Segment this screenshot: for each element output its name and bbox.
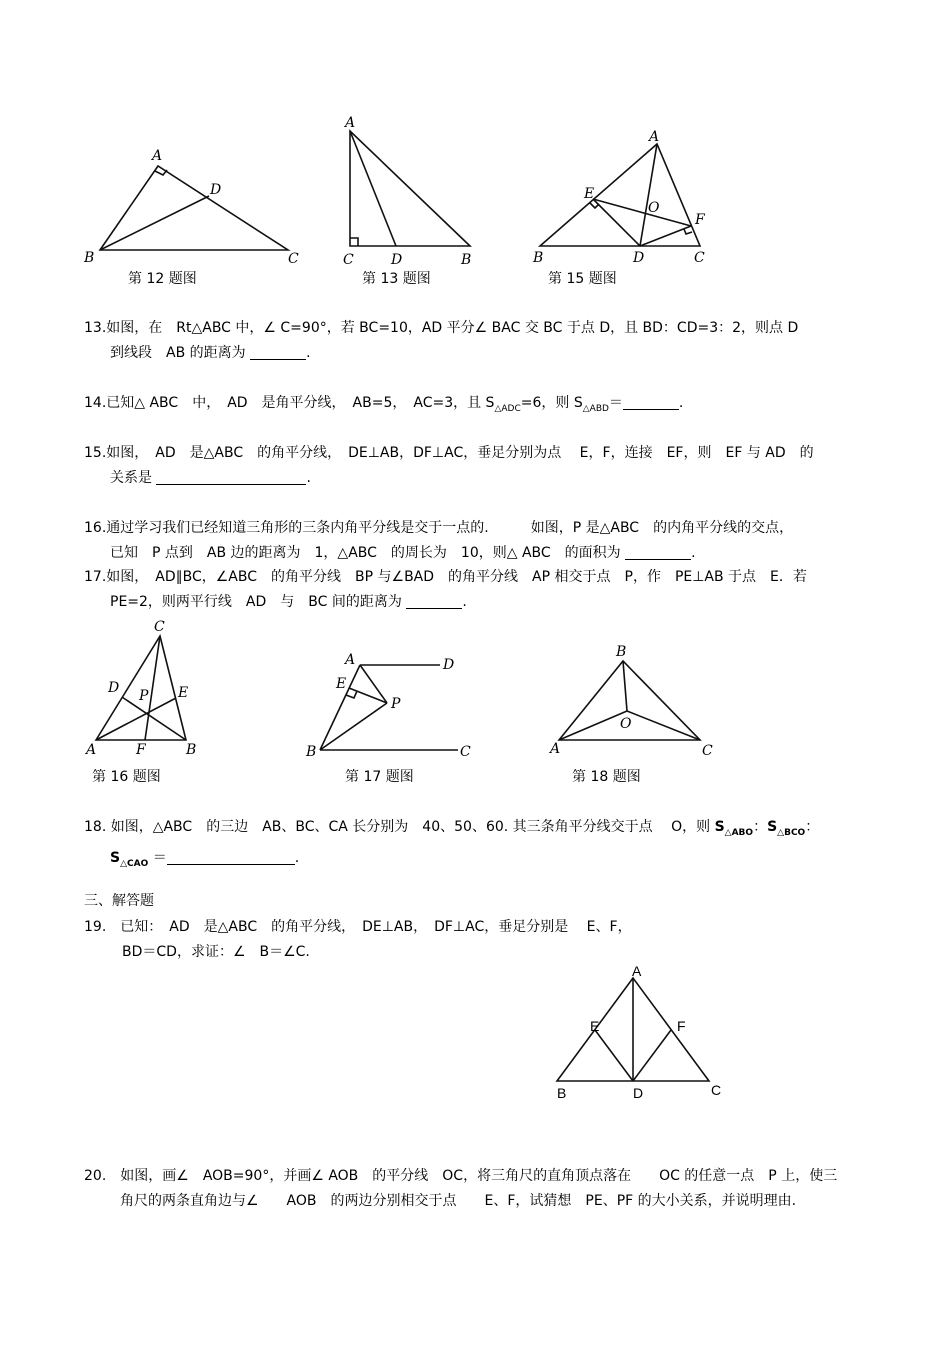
- fig19-label-b: B: [557, 1085, 567, 1101]
- q17-answer-blank[interactable]: [406, 594, 462, 609]
- fig19-label-a: A: [632, 963, 642, 979]
- fig17-label-c: C: [460, 744, 471, 760]
- fig13-triangle-abc: [350, 131, 470, 246]
- fig12-segment-bd: [100, 196, 209, 250]
- q13-answer-blank[interactable]: [250, 345, 306, 360]
- q16-line2: 已知 P 点到 AB 边的距离为 1，△ABC 的周长为 10，则△ ABC 的面积为 .: [110, 545, 696, 561]
- q14-answer-blank[interactable]: [623, 395, 679, 410]
- fig17-segment-bp: [320, 703, 387, 750]
- figure-16: [84, 619, 196, 758]
- figure-19: [557, 963, 721, 1101]
- fig17-caption: 第 17 题图: [345, 769, 414, 785]
- fig19-segment-df: [633, 1030, 671, 1081]
- q19-line2: BD＝CD，求证：∠ B＝∠C.: [122, 944, 310, 960]
- q16-line1: 16.通过学习我们已经知道三角形的三条内角平分线是交于一点的. 如图，P 是△ABC 的内角平分线的交点，: [84, 520, 794, 536]
- fig12-label-b: B: [84, 250, 95, 266]
- figure-18: [548, 644, 713, 759]
- fig16-label-f: F: [136, 742, 146, 758]
- q19-line1: 19. 已知： AD 是△ABC 的角平分线， DE⊥AB， DF⊥AC，垂足分别是 E、F，: [84, 919, 632, 935]
- fig13-caption: 第 13 题图: [362, 271, 431, 287]
- fig18-label-b: B: [616, 644, 627, 660]
- fig18-label-a: A: [550, 741, 561, 757]
- fig13-right-angle-mark: [350, 238, 358, 246]
- fig18-segment-bo: [623, 661, 627, 711]
- fig16-caption: 第 16 题图: [92, 769, 161, 785]
- q15-line1: 15.如图， AD 是△ABC 的角平分线， DE⊥AB，DF⊥AC，垂足分别为点 E，F，连接 EF，则 EF 与 AD 的: [84, 445, 814, 461]
- section-heading: 三、解答题: [84, 893, 154, 909]
- fig18-segment-co: [627, 711, 700, 740]
- fig15-label-e: E: [584, 186, 595, 202]
- q18-line2: $S_{\triangle CAO}$ ＝ .: [110, 849, 300, 869]
- q17-line2: PE=2，则两平行线 AD 与 BC 间的距离为 .: [110, 594, 467, 610]
- fig12-label-c: C: [288, 251, 299, 267]
- question-18: 18. 如图，△ABC 的三边 AB、BC、CA 长分别为 40、50、60. 其三条角平分线交于点 O，则 $S_{\triangle ABO}$：$S_{\triangle BCO}$： $S_{\triangle CAO}$ ＝ .: [84, 815, 819, 877]
- fig15-triangle-abc: [540, 144, 700, 246]
- question-17: [84, 565, 807, 615]
- fig18-caption: 第 18 题图: [572, 769, 641, 785]
- figure-13: [343, 115, 471, 268]
- fig19-label-d: D: [633, 1085, 644, 1101]
- fig15-segment-df: [640, 226, 691, 246]
- q20-line1: 20. 如图，画∠ AOB=90°，并画∠ AOB 的平分线 OC，将三角尺的直角顶点落在 OC 的任意一点 P 上，使三: [84, 1168, 838, 1184]
- fig16-label-d: D: [108, 680, 120, 696]
- fig19-label-c: C: [711, 1082, 722, 1098]
- fig19-segment-de: [595, 1030, 633, 1081]
- fig19-label-e: E: [590, 1018, 600, 1034]
- fig15-caption: 第 15 题图: [548, 271, 617, 287]
- fig18-label-o: O: [620, 716, 632, 732]
- fig15-segment-ad: [640, 144, 657, 246]
- fig13-segment-ad: [350, 131, 396, 246]
- fig17-label-p: P: [391, 696, 401, 712]
- fig17-label-b: B: [306, 744, 317, 760]
- fig16-label-c: C: [154, 619, 165, 635]
- fig13-label-c: C: [343, 252, 354, 268]
- fig18-segment-ao: [559, 711, 627, 740]
- fig13-label-a: A: [345, 115, 356, 131]
- q13-line1: 13.如图，在 Rt△ABC 中，∠ C=90°，若 BC=10，AD 平分∠ BAC 交 BC 于点 D，且 BD：CD=3：2，则点 D: [84, 320, 799, 336]
- fig16-label-a: A: [86, 742, 97, 758]
- q20-line2: 角尺的两条直角边与∠ AOB 的两边分别相交于点 E、F，试猜想 PE、PF 的大小关系，并说明理由.: [120, 1193, 797, 1209]
- fig12-label-a: A: [152, 148, 163, 164]
- fig19-label-f: F: [677, 1018, 686, 1034]
- fig15-right-angle-f: [684, 229, 692, 234]
- question-15: [84, 441, 814, 491]
- fig16-label-b: B: [186, 742, 197, 758]
- fig17-label-e: E: [336, 676, 347, 692]
- fig15-label-b: B: [533, 250, 544, 266]
- fig12-triangle-abc: [100, 166, 288, 250]
- fig15-label-c: C: [694, 250, 705, 266]
- fig18-label-c: C: [702, 743, 713, 759]
- fig13-label-b: B: [461, 252, 472, 268]
- fig16-label-p: P: [139, 688, 149, 704]
- question-13: [84, 316, 798, 366]
- q13-line2: 到线段 AB 的距离为 .: [110, 345, 311, 361]
- fig17-label-a: A: [345, 652, 356, 668]
- fig15-label-a: A: [649, 129, 660, 145]
- figure-15: [532, 129, 706, 266]
- fig16-label-e: E: [178, 685, 189, 701]
- fig15-label-o: O: [648, 200, 660, 216]
- fig15-segment-ef: [593, 199, 691, 226]
- fig15-label-f: F: [695, 212, 705, 228]
- question-20: [84, 1164, 837, 1214]
- q18-answer-blank[interactable]: [167, 850, 295, 865]
- question-14: 14.已知△ ABC 中， AD 是角平分线， AB=5， AC=3，且 $S_{\triangle ADC}=6$，则 $S_{\triangle ABD}=$ .: [84, 395, 684, 414]
- question-16: [84, 516, 793, 566]
- question-19: [84, 915, 632, 965]
- fig12-label-d: D: [210, 182, 222, 198]
- fig12-caption: 第 12 题图: [128, 271, 197, 287]
- q17-line1: 17.如图， AD∥BC，∠ABC 的角平分线 BP 与∠BAD 的角平分线 AP 相交于点 P，作 PE⊥AB 于点 E．若: [84, 569, 807, 585]
- figure-17: [305, 652, 471, 760]
- fig15-label-d: D: [633, 250, 645, 266]
- fig13-label-d: D: [391, 252, 403, 268]
- figure-12: [83, 148, 299, 267]
- q15-line2: 关系是 .: [110, 470, 311, 486]
- fig17-label-d: D: [443, 657, 455, 673]
- q16-answer-blank[interactable]: [625, 545, 691, 560]
- q15-answer-blank[interactable]: [156, 470, 306, 485]
